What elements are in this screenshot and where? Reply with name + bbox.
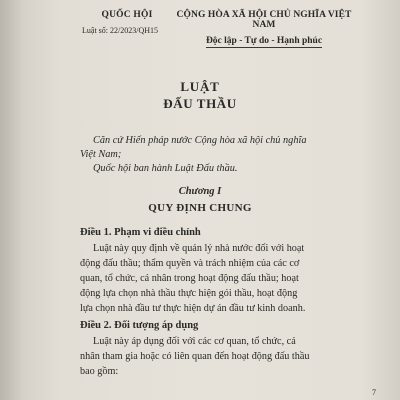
issuing-body-block [82, 10, 158, 35]
legal-basis-line: Căn cứ Hiến pháp nước Cộng hòa xã hội chủ nghĩa [93, 135, 307, 146]
chapter-title: QUY ĐỊNH CHUNG [148, 202, 252, 214]
article-heading: Điều 2. Đối tượng áp dụng [80, 320, 199, 331]
article-text-line: Luật này quy định về quản lý nhà nước đối với hoạt [93, 243, 305, 254]
law-number: Luật số: 22/2023/QH15 [82, 26, 158, 35]
article-text-line: động đấu thầu; thẩm quyền và trách nhiệm của các cơ [80, 258, 300, 269]
enactment-line: Quốc hội ban hành Luật Đấu thầu. [93, 163, 238, 174]
national-header-block [166, 10, 362, 48]
national-name: CỘNG HÒA XÃ HỘI CHỦ NGHĨA VIỆT NAM [176, 10, 352, 30]
page-number: 7 [372, 388, 376, 397]
article-heading: Điều 1. Phạm vi điều chỉnh [80, 227, 201, 238]
document-type-title: LUẬT [180, 79, 220, 94]
legal-basis-line: Việt Nam; [80, 149, 122, 160]
national-motto: Độc lập - Tự do - Hạnh phúc [205, 36, 323, 46]
article-text-line: lựa chọn nhà đầu tư thực hiện dự án đầu tư kinh doanh. [80, 303, 306, 314]
article-text-line: quan, tổ chức, cá nhân trong hoạt động đấu thầu; hoạt [80, 273, 299, 284]
chapter-label: Chương I [178, 186, 222, 197]
article-text-line: bao gồm: [80, 366, 119, 377]
document-name-title: ĐẤU THẦU [163, 96, 237, 111]
article-text-line: Luật này áp dụng đối với các cơ quan, tổ chức, cá [93, 336, 296, 347]
article-text-line: động lựa chọn nhà thầu thực hiện gói thầu, hoạt động [80, 288, 298, 299]
issuing-body: QUỐC HỘI [101, 10, 153, 20]
article-text-line: nhân tham gia hoặc có liên quan đến hoạt động đấu thầu [80, 351, 310, 362]
